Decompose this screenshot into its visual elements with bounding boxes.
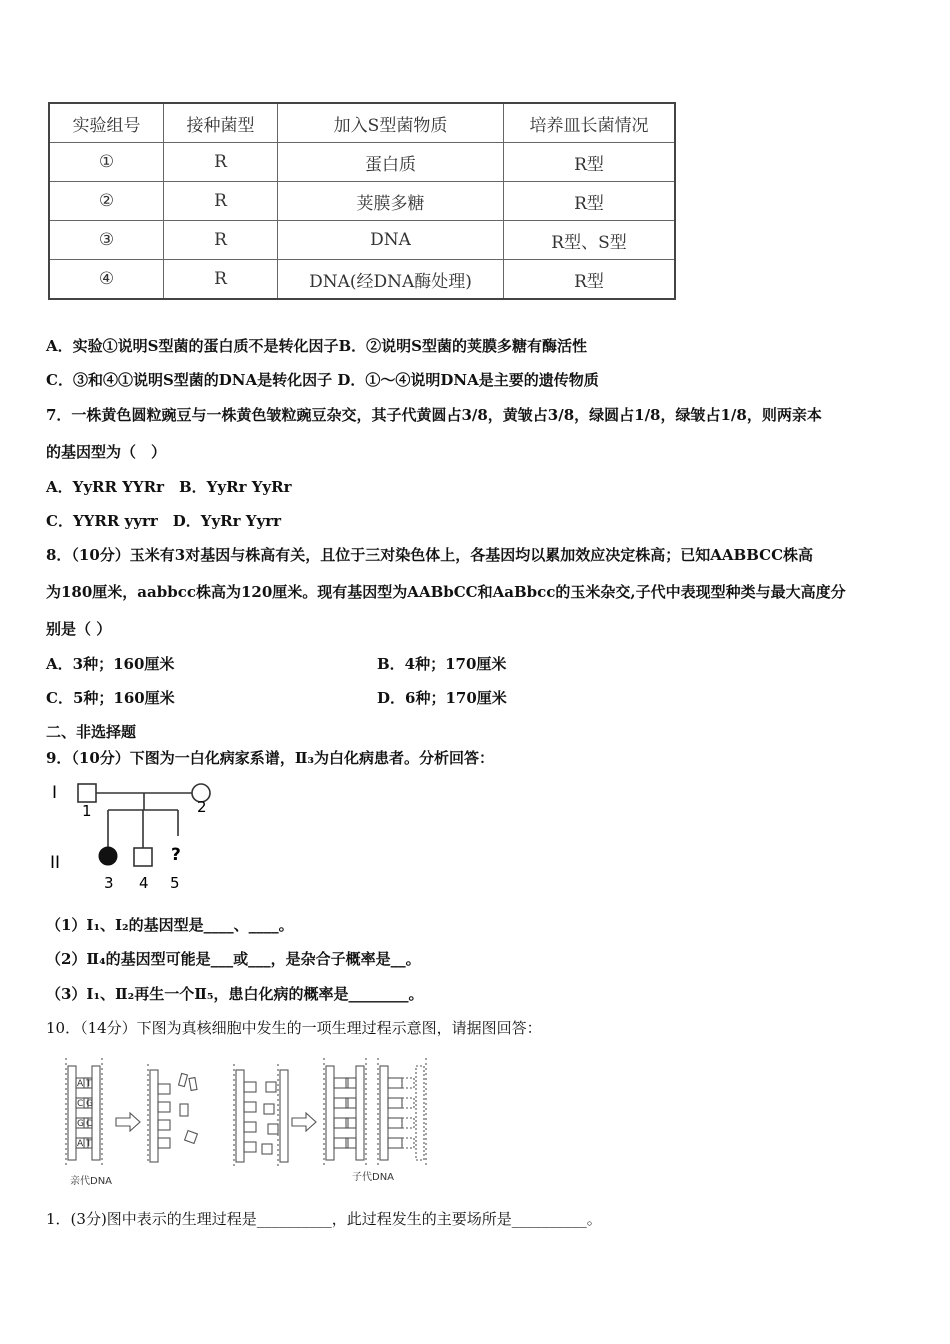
base-label: G: [86, 1099, 93, 1109]
table-header-cell: 接种菌型: [164, 103, 278, 143]
q9-stem: 9．（10分）下图为一白化病家系谱，Ⅱ₃为白化病患者。分析回答：: [46, 749, 495, 767]
q6-option-ab: A．实验①说明S型菌的蛋白质不是转化因子B．②说明S型菌的荚膜多糖有酶活性: [46, 337, 587, 355]
table-cell: R型: [504, 182, 676, 221]
male-unaffected-symbol: [134, 848, 152, 866]
parent-dna-panel: [66, 1058, 102, 1166]
q8-stem-line2: 为180厘米，aabbcc株高为120厘米。现有基因型为AABbCC和AaBbcc的玉米杂交,子代中表现型种类与最大高度分: [46, 583, 846, 601]
q8-option-a: A．3种；160厘米: [46, 655, 175, 673]
arrow-icon: [292, 1113, 316, 1131]
generation-label: II: [50, 853, 61, 873]
table-cell: R: [164, 260, 278, 300]
male-unaffected-symbol: [78, 784, 96, 802]
table-header-cell: 加入S型菌物质: [278, 103, 504, 143]
table-cell: DNA(经DNA酶处理): [278, 260, 504, 300]
q7-stem-line2: 的基因型为（ ）: [46, 443, 167, 461]
daughter-dna-panel: [324, 1058, 426, 1166]
generation-label: I: [52, 783, 58, 803]
table-cell: ③: [49, 221, 164, 260]
q7-stem-line1: 7．一株黄色圆粒豌豆与一株黄色皱粒豌豆杂交，其子代黄圆占3/8，黄皱占3/8，绿圆占1/8，绿皱占1/8，则两亲本: [46, 406, 822, 424]
base-label: A: [77, 1079, 84, 1089]
table-cell: R型、S型: [504, 221, 676, 260]
table-cell: ④: [49, 260, 164, 300]
base-label: A: [77, 1139, 84, 1149]
q10-sub1: 1．(3分)图中表示的生理过程是__________，此过程发生的主要场所是__________。: [46, 1210, 602, 1228]
q8-stem-line3: 别是（ ）: [46, 620, 112, 638]
q7-option-cd: C．YYRR yyrr D．YyRr Yyrr: [46, 512, 281, 530]
individual-number: 1: [82, 802, 92, 820]
table-header-cell: 培养皿长菌情况: [504, 103, 676, 143]
table-cell: ①: [49, 143, 164, 182]
dna-replication-diagram: [56, 1054, 446, 1194]
q6-option-cd: C．③和④①说明S型菌的DNA是转化因子 D．①～④说明DNA是主要的遗传物质: [46, 371, 599, 389]
table-cell: R: [164, 221, 278, 260]
table-cell: R: [164, 182, 278, 221]
table-cell: DNA: [278, 221, 504, 260]
q9-sub3: （3）Ⅰ₁、Ⅱ₂再生一个Ⅱ₅，患白化病的概率是________。: [46, 985, 424, 1003]
table-cell: R: [164, 143, 278, 182]
q8-option-d: D．6种；170厘米: [377, 689, 507, 707]
individual-number: 3: [104, 874, 114, 892]
base-label: G: [77, 1119, 84, 1129]
synthesis-panel: [234, 1064, 288, 1166]
table-cell: R型: [504, 260, 676, 300]
unwinding-panel: [148, 1064, 197, 1164]
q10-stem: 10．（14分）下图为真核细胞中发生的一项生理过程示意图，请据图回答：: [46, 1019, 542, 1037]
table-row: [49, 221, 675, 260]
pedigree-chart: [44, 776, 244, 896]
individual-number: 4: [139, 874, 149, 892]
parent-dna-label: 亲代DNA: [70, 1176, 113, 1187]
base-label: C: [77, 1099, 84, 1109]
experiment-table: [48, 102, 676, 300]
q7-option-ab: A．YyRR YYRr B．YyRr YyRr: [46, 478, 292, 496]
q9-sub2: （2）Ⅱ₄的基因型可能是___或___，是杂合子概率是__。: [46, 950, 421, 968]
daughter-dna-label: 子代DNA: [352, 1172, 395, 1183]
base-label: C: [86, 1119, 93, 1129]
table-header-cell: 实验组号: [49, 103, 164, 143]
arrow-icon: [116, 1113, 140, 1131]
q9-sub1: （1）Ⅰ₁、Ⅰ₂的基因型是____、____。: [46, 916, 294, 934]
section-heading: 二、非选择题: [46, 723, 137, 741]
q8-option-c: C．5种；160厘米: [46, 689, 175, 707]
q8-stem-line1: 8．（10分）玉米有3对基因与株高有关，且位于三对染色体上，各基因均以累加效应决定株高；已知AABBCC株高: [46, 546, 814, 564]
q8-option-b: B．4种；170厘米: [377, 655, 507, 673]
table-row: [49, 260, 675, 300]
female-affected-symbol: [99, 847, 117, 865]
individual-number: 2: [197, 798, 207, 816]
table-header-row: [49, 103, 675, 143]
base-label: T: [86, 1079, 92, 1089]
table-cell: 荚膜多糖: [278, 182, 504, 221]
unknown-individual-mark: ?: [171, 845, 181, 865]
table-cell: 蛋白质: [278, 143, 504, 182]
base-label: T: [86, 1139, 92, 1149]
table-cell: ②: [49, 182, 164, 221]
individual-number: 5: [170, 874, 180, 892]
table-cell: R型: [504, 143, 676, 182]
table-row: [49, 182, 675, 221]
table-row: [49, 143, 675, 182]
